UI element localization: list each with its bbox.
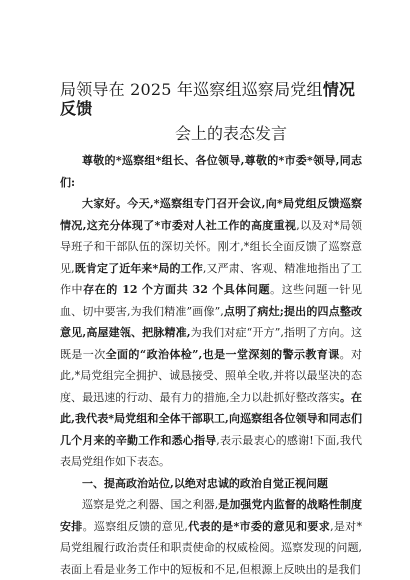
p2-text-2: 。巡察组反馈的意见,: [82, 519, 188, 533]
greeting: 大家好。: [82, 197, 128, 210]
paragraph-intro: [60, 193, 362, 473]
p1-emphasis-1: *市委对人社工作的高度重视: [154, 218, 297, 232]
p1-emphasis-2: 既肯定了近年来*局的工作: [74, 261, 203, 275]
p1-emphasis-3: 存在的 12 个方面共 32 个具体问题: [83, 283, 271, 296]
title-part2: 情况反馈: [60, 80, 356, 118]
p2-text-3: ,是对*局党组履行政治责任和职责使命的权威检阅。巡察发现的问题,表面上看是业务工作中的短板和不足,但根源上反映出的是我们: [60, 519, 362, 576]
document-subtitle: 会上的表态发言: [174, 124, 287, 143]
p2-emphasis-1: 是加强党内监督的战略性制度安排: [60, 498, 362, 533]
p2-emphasis-2: 代表的是*市委的意见和要求: [187, 519, 331, 533]
p1-text-6: 。对此,*局党组完全拥护、诚恳接受、照单全收,并将以最坚决的态度、最迅速的行动、最有力的措施,全力以赴抓好整改落实: [60, 347, 363, 404]
document-title: [60, 80, 362, 118]
p1-emphasis-4: 点明了病灶;提出的四点整改意见,高屋建瓴、把脉精准,: [60, 304, 363, 339]
p1-text-8: ,表示最衷心的感谢!下面,我代表局党组作如下表态。: [60, 433, 362, 468]
paragraph-section-1: [60, 494, 362, 580]
section-1-heading: 一、提高政治站位,以绝对忠诚的政治自觉正视问题: [82, 476, 328, 490]
p1-text-3: ,又严肃、客观、精准地指出了工作中: [60, 261, 363, 296]
p1-text-7: 。在此,我代表*局党组和全体干部职工,: [60, 390, 363, 425]
p2-text-1: 巡察是党之利器、国之利器,: [82, 498, 219, 511]
salutation: 尊敬的*巡察组*组长、各位领导,尊敬的*市委*领导,同志们:: [60, 154, 362, 189]
p1-text-4: 。这些问题一针见血、切中要害,为我们精准”画像”,: [60, 283, 362, 318]
p1-emphasis-5: 全面的“政治体检”,也是一堂深刻的警示教育课: [105, 347, 340, 361]
p1-text-5: 为我们对症“开方”,指明了方向。这既是一次: [60, 326, 362, 361]
p1-emphasis-6: 向巡察组各位领导和同志们几个月来的辛勤工作和悉心指导: [60, 412, 362, 447]
title-part1: 局领导在 2025 年巡察组巡察局党组: [60, 80, 323, 99]
p1-text-2: ,以及对*局领导班子和干部队伍的深切关怀。刚才,*组长全面反馈了巡察意见,: [60, 218, 362, 275]
p1-text-1: 今天,*巡察组专门召开会议,向*局党组反馈巡察情况,这充分体现了: [60, 197, 363, 232]
